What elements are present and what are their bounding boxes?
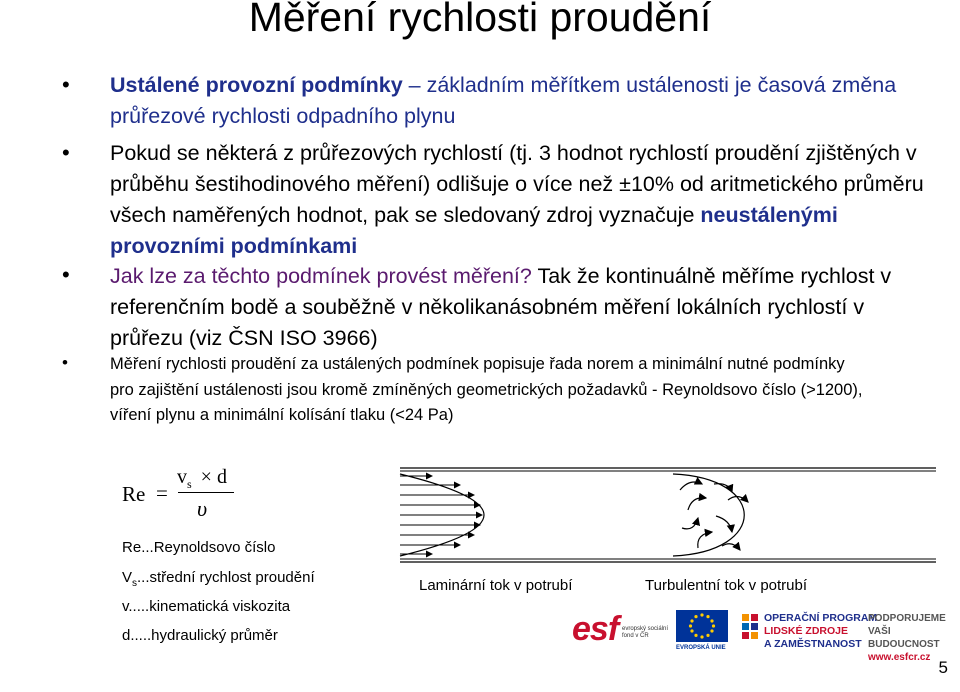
bullet-3-text	[110, 261, 940, 354]
esf-caption: evropský sociální fond v ČR	[622, 626, 669, 639]
definition-item: v.....kinematická viskozita	[122, 598, 291, 615]
bullet-2-bold: neustálenými provozními podmínkami	[110, 203, 838, 258]
support-text: PODPORUJEME VAŠI BUDOUCNOST www.esfcr.cz	[868, 613, 946, 663]
page-number: 5	[938, 658, 948, 677]
formula-numerator: $v_s \times d$	[177, 466, 227, 491]
op-symbol-icon	[742, 612, 760, 648]
definition-item: Re...Reynoldsovo číslo	[122, 539, 276, 556]
bullet-dot: •	[62, 72, 70, 97]
bullet-dot: •	[62, 140, 70, 165]
formula-equals: =	[156, 481, 168, 505]
bullet-1-bold: Ustálené provozní podmínky	[110, 73, 403, 97]
caption-turbulent: Turbulentní tok v potrubí	[645, 577, 808, 594]
logo-strip	[572, 608, 960, 663]
bullet-3-question: Jak lze za těchto podmínek provést měření?	[110, 264, 532, 288]
page-title: Měření rychlosti proudění	[248, 0, 712, 40]
bullet-1-text	[110, 70, 940, 132]
bullet-3-body: Tak že kontinuálně měříme rychlost v referenčním bodě a souběžně v několikanásobném měření lokálních rychlostí v průřezu (viz ČSN ISO 3966)	[110, 264, 892, 350]
bullet-dot: •	[62, 262, 70, 287]
definition-item: d.....hydraulický průměr	[122, 627, 278, 644]
eu-caption: EVROPSKÁ UNIE	[676, 645, 726, 651]
formula-denominator: υ	[197, 496, 208, 521]
definition-item: $V_s...střední$ rychlost proudění	[122, 569, 315, 589]
formula-lhs: Re	[122, 482, 146, 506]
bullet-2-body: Pokud se některá z průřezových rychlostí (tj. 3 hodnot rychlostí proudění zjištěných v průběhu šestihodinového měření) odlišuje o více než ±10% od aritmetického průměru všech naměřených hodnot, pak se sledovaný zdroj vyznačuje	[110, 141, 924, 227]
esf-logo: esf	[572, 610, 619, 648]
caption-laminar: Laminární tok v potrubí	[419, 577, 573, 594]
flow-diagram	[398, 460, 938, 570]
turbulent-profile	[673, 474, 748, 556]
reynolds-formula	[122, 468, 242, 528]
op-text: OPERAČNÍ PROGRAM LIDSKÉ ZDROJE A ZAMĚSTNANOST	[764, 612, 878, 650]
eu-flag-icon	[676, 610, 728, 642]
fraction-bar	[178, 492, 234, 493]
bullet-2-text	[110, 138, 940, 262]
laminar-profile	[400, 474, 484, 556]
bullet-1-body: – základním měřítkem ustálenosti je časová změna průřezové rychlosti odpadního plynu	[110, 73, 897, 128]
bullet-dot: •	[62, 353, 68, 372]
bullet-4-text: Měření rychlosti proudění za ustálených podmínek popisuje řada norem a minimální nutné podmínky pro zajištění ustálenosti jsou kromě zmíněných geometrických požadavků - Reynoldsovo číslo (>1200), víření plynu a minimální kolísání tlaku (<24 Pa)	[110, 355, 863, 424]
